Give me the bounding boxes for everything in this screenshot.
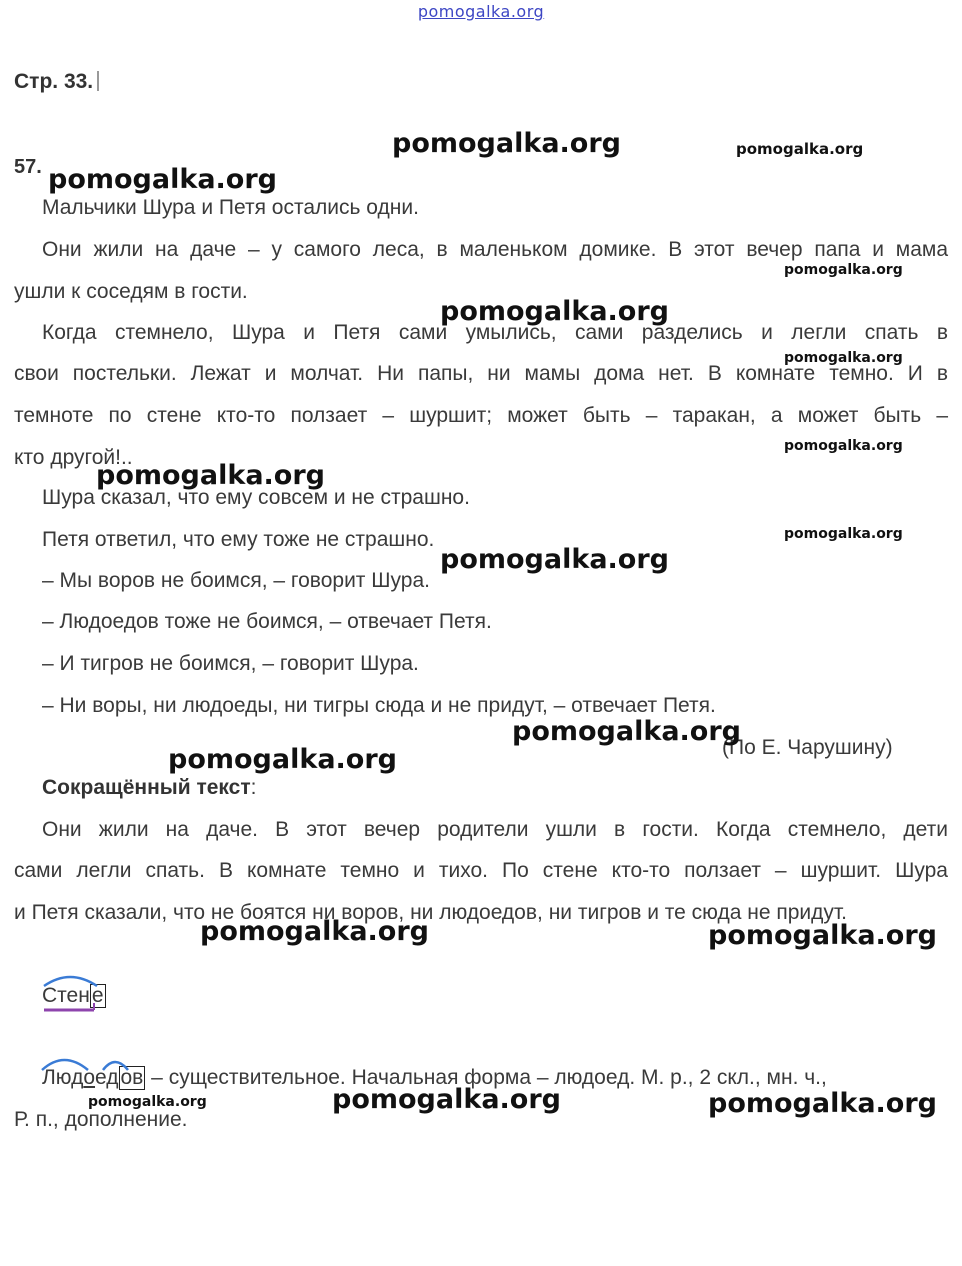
- exercise-number: 57.: [14, 156, 42, 178]
- watermark-1: pomogalka.org: [392, 128, 621, 159]
- ending-box-2: ов: [120, 1066, 144, 1089]
- word-2-analysis-line-2: Р. п., дополнение.: [14, 1108, 188, 1131]
- watermark-2: pomogalka.org: [736, 140, 864, 158]
- connector-vowel: о: [83, 1066, 96, 1089]
- text-line-2: Они жили на даче – у самого леса, в маленьком домике. В этот вечер папа и мама: [42, 238, 948, 261]
- watermark-9: pomogalka.org: [784, 526, 903, 542]
- watermark-17: pomogalka.org: [708, 1088, 937, 1119]
- summary-line-2: сами легли спать. В комнате темно и тихо. По стене кто-то ползает – шуршит. Шура: [14, 859, 948, 882]
- watermark-13: pomogalka.org: [200, 916, 429, 947]
- dialogue-line-1: – Мы воров не боимся, – говорит Шура.: [42, 569, 430, 592]
- root-arc-2: [42, 1060, 88, 1070]
- dialogue-line-2: – Людоедов тоже не боимся, – отвечает Петя.: [42, 610, 492, 633]
- summary-line-3: и Петя сказали, что не боятся ни воров, ни людоедов, ни тигров и те сюда не придут.: [14, 901, 847, 924]
- dialogue-line-4: – Ни воры, ни людоеды, ни тигры сюда и не придут, – отвечает Петя.: [42, 694, 716, 717]
- watermark-16: pomogalka.org: [332, 1084, 561, 1115]
- text-line-6: темноте по стене кто-то ползает – шуршит; может быть – таракан, а может быть –: [14, 404, 948, 427]
- page-reference: Стр. 33.: [14, 70, 99, 94]
- watermark-11: pomogalka.org: [512, 716, 741, 747]
- word-2-analysis: – существительное. Начальная форма – людоед. М. р., 2 скл., мн. ч.,: [145, 1066, 827, 1089]
- watermark-6: pomogalka.org: [784, 350, 903, 366]
- watermark-15: pomogalka.org: [88, 1094, 207, 1110]
- text-line-8: Шура сказал, что ему совсем и не страшно.: [42, 486, 470, 509]
- stem-part: Стен: [42, 984, 90, 1007]
- summary-colon: :: [250, 776, 257, 799]
- summary-title: Сокращённый текст: [42, 776, 251, 799]
- watermark-3: pomogalka.org: [48, 164, 277, 195]
- text-line-9: Петя ответил, что ему тоже не страшно.: [42, 528, 435, 551]
- text-line-3: ушли к соседям в гости.: [14, 280, 248, 303]
- root-arc-1: [44, 977, 97, 986]
- watermark-4: pomogalka.org: [784, 262, 903, 278]
- text-line-1: Мальчики Шура и Петя остались одни.: [42, 196, 419, 219]
- top-watermark-link[interactable]: pomogalka.org: [417, 2, 545, 21]
- watermark-7: pomogalka.org: [784, 438, 903, 454]
- ending-box: е: [91, 984, 104, 1007]
- dialogue-line-3: – И тигров не боимся, – говорит Шура.: [42, 652, 419, 675]
- text-line-7: кто другой!..: [14, 446, 133, 469]
- watermark-14: pomogalka.org: [708, 920, 937, 951]
- text-line-5: свои постельки. Лежат и молчат. Ни папы, ни мамы дома нет. В комнате темно. И в: [14, 362, 948, 385]
- root-arc-3: [103, 1062, 128, 1070]
- watermark-5: pomogalka.org: [440, 296, 669, 327]
- watermark-8: pomogalka.org: [96, 460, 325, 491]
- watermark-12: pomogalka.org: [168, 744, 397, 775]
- summary-line-1: Они жили на даче. В этот вечер родители ушли в гости. Когда стемнело, дети: [42, 818, 948, 841]
- root-2: ед: [95, 1066, 119, 1089]
- watermark-10: pomogalka.org: [440, 544, 669, 575]
- text-line-4: Когда стемнело, Шура и Петя сами умылись, сами разделись и легли спать в: [42, 321, 948, 344]
- author-credit: (По Е. Чарушину): [722, 736, 893, 759]
- root-1: Люд: [42, 1066, 84, 1089]
